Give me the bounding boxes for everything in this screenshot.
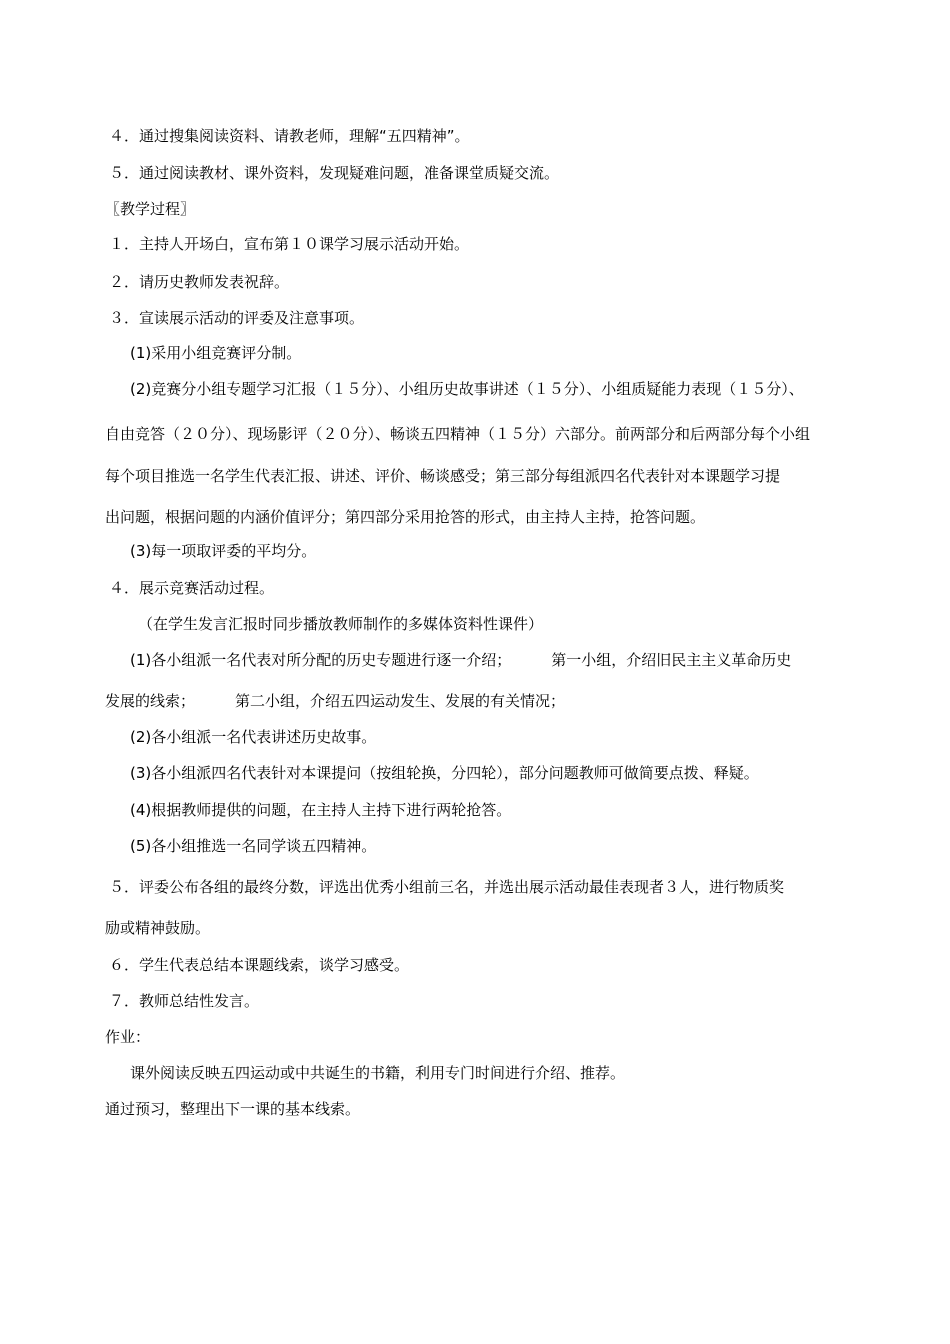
activity-item-2: (2)各小组派一名代表讲述历史故事。: [130, 728, 377, 746]
process-step-6: ６．学生代表总结本课题线索，谈学习感受。: [109, 956, 410, 974]
process-step-5-line-2: 励或精神鼓励。: [105, 919, 211, 937]
activity-item-5: (5)各小组推选一名同学谈五四精神。: [130, 837, 377, 855]
rule-item-1: (1)采用小组竞赛评分制。: [130, 344, 302, 362]
rule-item-3: (3)每一项取评委的平均分。: [130, 542, 317, 560]
homework-item-2: 通过预习，整理出下一课的基本线索。: [105, 1100, 361, 1118]
courseware-note: （在学生发言汇报时同步播放教师制作的多媒体资料性课件）: [138, 615, 544, 633]
rule-item-2-line-3: 每个项目推选一名学生代表汇报、讲述、评价、畅谈感受；第三部分每组派四名代表针对本课题学习提: [105, 467, 781, 485]
rule-item-2-line-1: (2)竞赛分小组专题学习汇报（１５分）、小组历史故事讲述（１５分）、小组质疑能力表现（１５分）、: [130, 380, 804, 398]
activity-item-3: (3)各小组派四名代表针对本课提问（按组轮换，分四轮），部分问题教师可做简要点拨、释疑。: [130, 764, 759, 782]
rule-item-2-line-4: 出问题，根据问题的内涵价值评分；第四部分采用抢答的形式，由主持人主持，抢答问题。: [105, 508, 706, 526]
homework-item-1: 课外阅读反映五四运动或中共诞生的书籍，利用专门时间进行介绍、推荐。: [130, 1064, 626, 1082]
objective-item-4: ４．通过搜集阅读资料、请教老师，理解“五四精神”。: [109, 127, 470, 145]
process-step-7: ７．教师总结性发言。: [109, 992, 260, 1010]
objective-item-5: ５．通过阅读教材、课外资料，发现疑难问题，准备课堂质疑交流。: [109, 164, 560, 182]
process-step-3: ３．宣读展示活动的评委及注意事项。: [109, 309, 365, 327]
homework-heading: 作业：: [105, 1028, 151, 1046]
activity-item-1-line-2: [105, 691, 565, 711]
section-heading-teaching-process: 〖教学过程〗: [105, 200, 196, 218]
process-step-5-line-1: ５．评委公布各组的最终分数，评选出优秀小组前三名，并选出展示活动最佳表现者３人，进行物质奖: [109, 878, 785, 896]
activity-item-4: (4)根据教师提供的问题，在主持人主持下进行两轮抢答。: [130, 801, 512, 819]
group-one-text: 第一小组，介绍旧民主主义革命历史: [551, 651, 792, 669]
process-step-2: ２．请历史教师发表祝辞。: [109, 273, 290, 291]
process-step-4: ４．展示竞赛活动过程。: [109, 579, 275, 597]
activity-item-1-text: (1)各小组派一名代表对所分配的历史专题进行逐一介绍；: [130, 651, 512, 669]
rule-item-2-line-2: 自由竞答（２０分）、现场影评（２０分）、畅谈五四精神（１５分）六部分。前两部分和后两部分每个小组: [105, 425, 811, 443]
group-two-text: 第二小组，介绍五四运动发生、发展的有关情况；: [235, 692, 566, 710]
process-step-1: １．主持人开场白，宣布第１０课学习展示活动开始。: [109, 235, 470, 253]
activity-item-1-line-1: [130, 650, 791, 670]
group-one-continued: 发展的线索；: [105, 692, 196, 710]
